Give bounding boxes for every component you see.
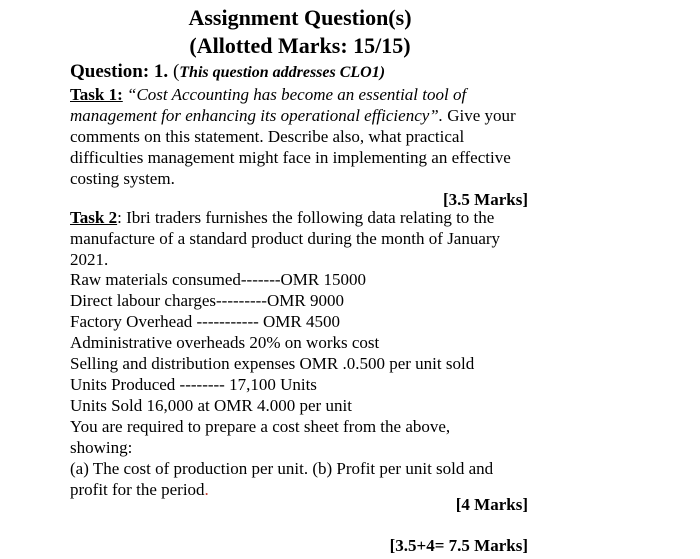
task2-marks: [4 Marks] [455,495,528,514]
page-title: Assignment Question(s) [188,5,412,30]
task1-label: Task 1: [70,85,123,104]
data-line: Units Sold 16,000 at OMR 4.000 per unit [70,396,352,415]
instruction-line: You are required to prepare a cost sheet from the above, [70,417,451,436]
data-line: Units Produced -------- 17,100 Units [70,375,317,394]
task1-marks: [3.5 Marks] [443,190,528,209]
task2-intro [70,207,540,270]
instruction-line: showing: [70,438,133,457]
data-line: Factory Overhead ----------- OMR 4500 [70,312,341,331]
task1-paragraph [70,84,540,189]
task1-text: Give your comments on this statement. Describe also, what practical difficulties management might face in implementing an effective costing system. [70,106,516,188]
instruction-text: profit for the period [70,480,205,499]
data-line: Selling and distribution expenses OMR .0.500 per unit sold [70,354,475,373]
total-marks: [3.5+4= 7.5 Marks] [389,536,528,555]
allotted-marks-subtitle: (Allotted Marks: 15/15) [189,33,411,58]
task2-label: Task 2 [70,208,118,227]
data-line: Administrative overheads 20% on works cost [70,333,380,352]
instruction-line-last [70,479,209,500]
final-period: . [204,480,209,499]
question-open-paren: ( [172,61,180,82]
data-line: Raw materials consumed-------OMR 15000 [70,270,367,289]
question-heading [70,60,385,85]
question-label: Question: 1. [70,61,169,82]
data-line: Direct labour charges---------OMR 9000 [70,291,344,310]
task2-intro-text: : Ibri traders furnishes the following data relating to the manufacture of a standard product during the month of January 2021. [70,208,501,269]
question-clo-note: This question addresses CLO1) [179,64,386,81]
instruction-line: (a) The cost of production per unit. (b) Profit per unit sold and [70,459,494,478]
task1-quote: “Cost Accounting has become an essential tool of management for enhancing its operational efficiency”. [70,85,467,125]
